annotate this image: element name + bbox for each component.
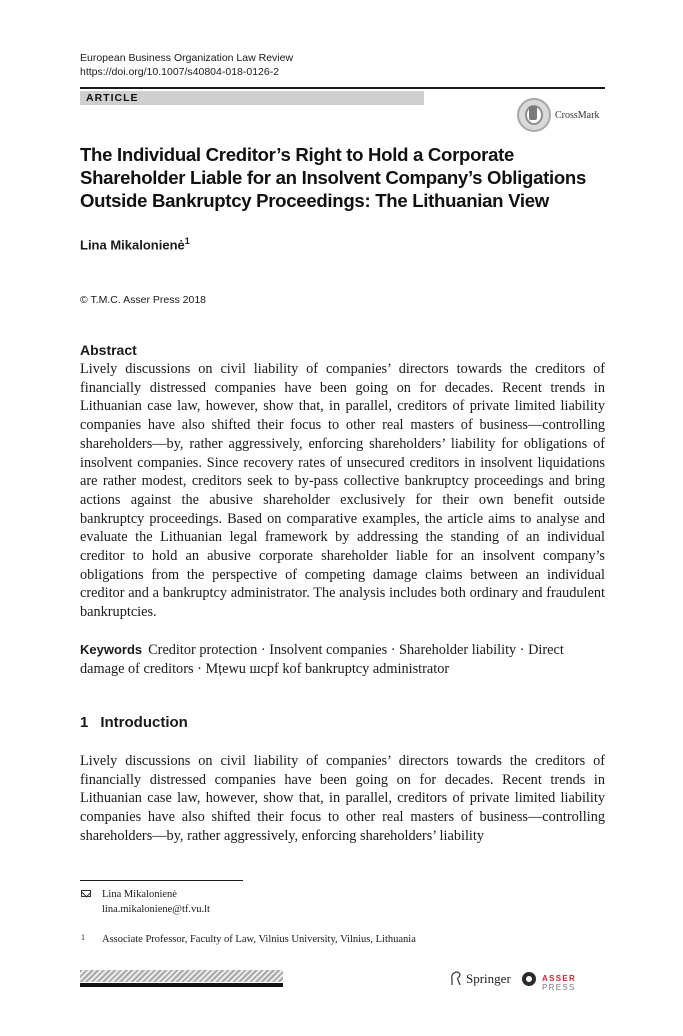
footer-rule (80, 983, 283, 987)
envelope-icon (81, 890, 91, 897)
keywords (80, 640, 605, 679)
author-name[interactable]: Lina Mikalonienė (80, 237, 185, 253)
journal-header (80, 51, 293, 79)
author-affil-mark: 1 (184, 236, 190, 246)
keywords-text: Creditor protection · Insolvent companies · Shareholder liability · Direct damage of creditors · Mțewu шсрf kof bankruptcy administrator (80, 642, 564, 677)
springer-horse-icon (449, 971, 462, 986)
crossmark-badge[interactable] (517, 98, 605, 134)
contact-name: Lina Mikalonienė (102, 889, 177, 900)
press-word: PRESS (542, 983, 576, 992)
crossmark-label: CrossMark (555, 110, 600, 121)
springer-label: Springer (466, 971, 511, 986)
article-type-label: ARTICLE (86, 92, 139, 104)
copyright-line: © T.M.C. Asser Press 2018 (80, 294, 207, 306)
title-line-2: Shareholder Liable for an Insolvent Company’s Obligations (80, 167, 587, 188)
abstract-heading: Abstract (80, 342, 137, 358)
header-rule (80, 87, 605, 89)
journal-name: European Business Organization Law Review (80, 52, 294, 64)
title-line-1: The Individual Creditor’s Right to Hold a Corporate (80, 144, 515, 165)
title-line-3: Outside Bankruptcy Proceedings: The Lithuanian View (80, 190, 549, 211)
asser-press-logo (522, 972, 606, 992)
author (80, 236, 190, 252)
footnote-rule (80, 880, 243, 881)
asser-word: ASSER (542, 974, 577, 983)
doi-link[interactable]: https://doi.org/10.1007/s40804-018-0126-2 (80, 66, 280, 78)
footer-hatch-bar (80, 970, 283, 982)
crossmark-icon (517, 98, 551, 132)
section-number: 1 (80, 714, 89, 731)
abstract-text: Lively discussions on civil liability of companies’ directors towards the creditors of financially distressed companies have been going on for decades. Recent trends in Lithuanian case law, however, show that, in parallel, creditors of private limited liability companies have also shifted their focus to other real masters of business—controlling shareholders—by, rather aggressively, enforcing shareholders’ liability for obligations of insolvent companies. Since recovery rates of unsecured creditors in insolvent liquidations are rather modest, creditors seek to by-pass collective bankruptcy proceedings and bring actions against the abusive shareholder exclusively for their own benefit outside bankruptcy proceedings. Based on comparative examples, the article aims to analyse and evaluate the Lithuanian legal framework by addressing the standing of an individual creditor to hold an abusive corporate shareholder liable for an insolvent company’s obligations from the perspective of competing damage claims between an individual creditor and a bankruptcy administrator. The analysis includes both ordinary and fraudulent bankruptcies. (80, 361, 605, 621)
section-heading-introduction (80, 714, 188, 731)
springer-logo (449, 970, 513, 988)
paper-title (80, 143, 610, 212)
keywords-label: Keywords (80, 642, 143, 657)
contact-email[interactable]: lina.mikaloniene@tf.vu.lt (102, 904, 210, 915)
section-title: Introduction (100, 714, 188, 731)
asser-label (542, 974, 606, 992)
affiliation-mark: 1 (81, 933, 85, 942)
affiliation-text: Associate Professor, Faculty of Law, Vilnius University, Vilnius, Lithuania (102, 934, 416, 945)
asser-logo-icon (522, 972, 536, 986)
introduction-text: Lively discussions on civil liability of companies’ directors towards the creditors of financially distressed companies have been going on for decades. Recent trends in Lithuanian case law, however, show that, in parallel, creditors of private limited liability companies have also shifted their focus to other real masters of business—controlling shareholders—by, rather aggressively, enforcing shareholders’ liability (80, 753, 605, 844)
